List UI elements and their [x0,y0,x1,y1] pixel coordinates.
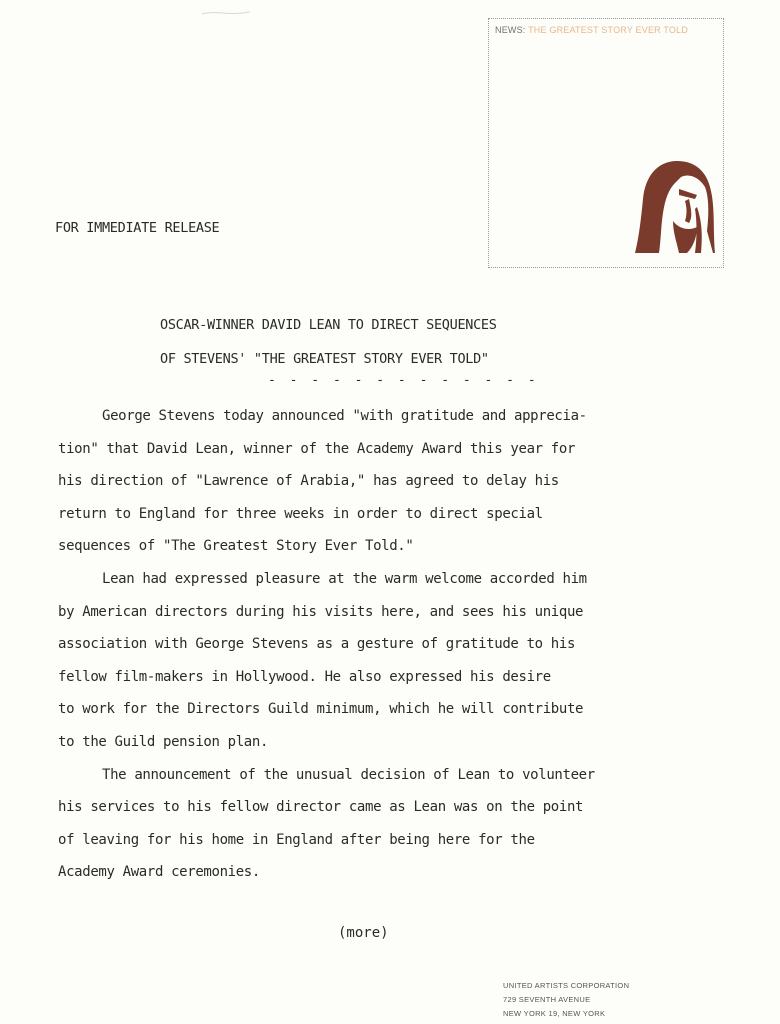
address-line-1: UNITED ARTISTS CORPORATION [503,981,630,990]
text-line: his services to his fellow director came as Lean was on the point [58,799,584,816]
text-line: George Stevens today announced "with gratitude and apprecia- [102,408,587,424]
text-line: fellow film-makers in Hollywood. He also expressed his desire [58,668,551,685]
body-text [58,400,758,889]
text-line: tion" that David Lean, winner of the Academy Award this year for [58,440,576,457]
text-line: his direction of "Lawrence of Arabia," has agreed to delay his [58,473,559,490]
headline [160,308,497,376]
more-label: (more) [338,925,389,941]
paragraph-3 [58,759,758,889]
text-line: Lean had expressed pleasure at the warm welcome accorded him [102,570,587,587]
text-line: to work for the Directors Guild minimum, which he will contribute [58,701,584,718]
company-address [503,979,629,1021]
address-line-3: NEW YORK 19, NEW YORK [503,1009,606,1018]
text-line: The announcement of the unusual decision of Lean to volunteer [102,766,595,783]
paper-smudge [200,8,252,18]
address-line-2: 729 SEVENTH AVENUE [503,995,591,1004]
text-line: Academy Award ceremonies. [58,864,260,881]
text-line: by American directors during his visits here, and sees his unique [58,603,584,620]
text-line: of leaving for his home in England after being here for the [58,831,535,848]
text-line: association with George Stevens as a gesture of gratitude to his [58,636,576,653]
headline-line-1: OSCAR-WINNER DAVID LEAN TO DIRECT SEQUENCES [160,317,497,333]
release-label: FOR IMMEDIATE RELEASE [55,220,220,236]
news-prefix: NEWS: [495,25,526,35]
jesus-portrait-logo-icon [635,159,715,255]
news-label [495,25,688,35]
headline-line-2: OF STEVENS' "THE GREATEST STORY EVER TOLD" [160,351,489,367]
text-line: sequences of "The Greatest Story Ever Told." [58,538,414,555]
text-line: return to England for three weeks in order to direct special [58,505,543,522]
paragraph-1 [58,400,758,563]
news-box [488,18,724,268]
divider: - - - - - - - - - - - - - [268,373,539,388]
paragraph-2 [58,563,758,759]
news-title: THE GREATEST STORY EVER TOLD [528,25,689,35]
text-line: to the Guild pension plan. [58,733,269,750]
